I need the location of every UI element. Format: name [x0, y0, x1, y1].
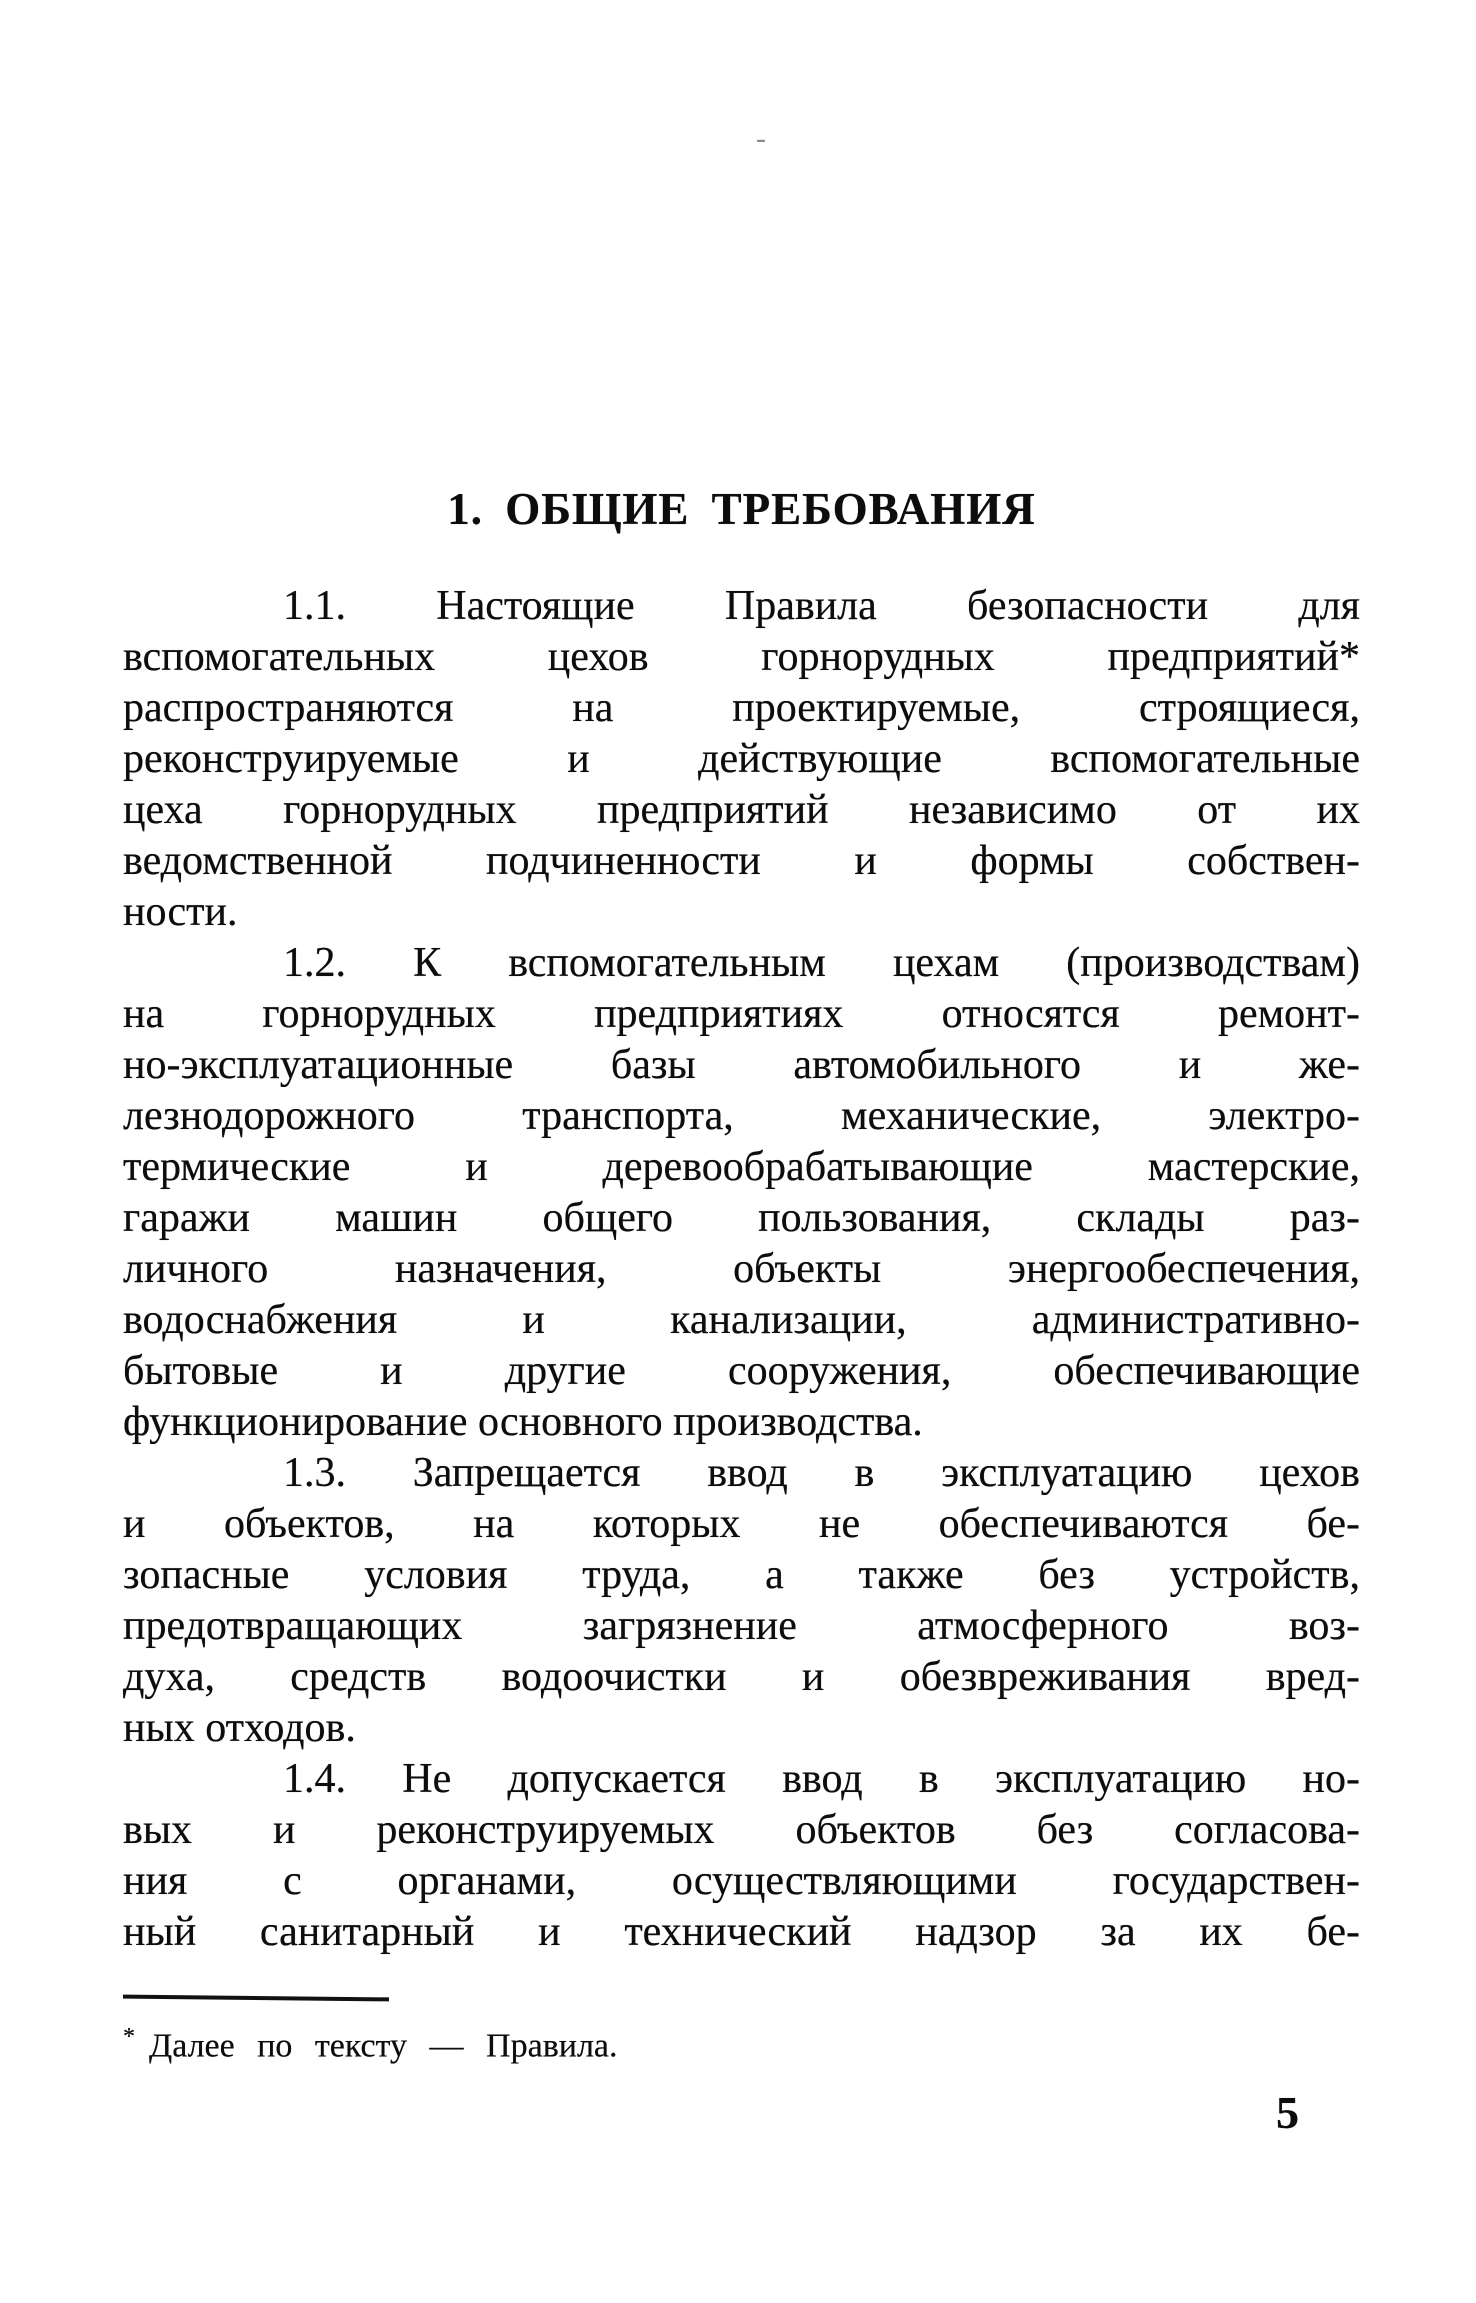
footnote: [123, 1996, 1360, 2067]
page-number: 5: [1276, 2087, 1299, 2138]
paragraph-1-1: [123, 581, 1360, 938]
text-line: ности.: [123, 889, 238, 935]
text-block: [123, 483, 1360, 2067]
text-line: но-эксплуатационные базы автомобильного и же-: [123, 1042, 1360, 1088]
text-line: 1.4. Не допускается ввод в эксплуатацию но-: [283, 1756, 1360, 1802]
paragraph-1-3: [123, 1448, 1360, 1754]
text-line: и объектов, на которых не обеспечиваются бе-: [123, 1501, 1360, 1547]
text-line: реконструируемые и действующие вспомогательные: [123, 736, 1360, 782]
text-line: водоснабжения и канализации, административно-: [123, 1297, 1360, 1343]
footnote-rule: [123, 1995, 389, 2002]
text-line: ный санитарный и технический надзор за их бе-: [123, 1909, 1360, 1955]
text-line: термические и деревообрабатывающие мастерские,: [123, 1144, 1360, 1190]
text-line: функционирование основного производства.: [123, 1399, 923, 1445]
text-line: ных отходов.: [123, 1705, 356, 1751]
text-line: ведомственной подчиненности и формы собствен-: [123, 838, 1360, 884]
text-line: лезнодорожного транспорта, механические, электро-: [123, 1093, 1360, 1139]
text-line: 1.1. Настоящие Правила безопасности для: [283, 583, 1360, 629]
text-line: гаражи машин общего пользования, склады раз-: [123, 1195, 1360, 1241]
text-line: духа, средств водоочистки и обезвреживания вред-: [123, 1654, 1360, 1700]
paragraph-1-4: [123, 1754, 1360, 1958]
section-heading: 1. ОБЩИЕ ТРЕБОВАНИЯ: [447, 484, 1036, 534]
text-line: личного назначения, объекты энергообеспечения,: [123, 1246, 1360, 1292]
footnote-text: Далее по тексту — Правила.: [149, 2027, 618, 2065]
footnote-marker: *: [123, 2024, 135, 2050]
text-line: распространяются на проектируемые, строящиеся,: [123, 685, 1360, 731]
scan-artifact-dash: -: [756, 122, 766, 155]
text-line: 1.3. Запрещается ввод в эксплуатацию цехов: [283, 1450, 1360, 1496]
text-line: на горнорудных предприятиях относятся ремонт-: [123, 991, 1360, 1037]
text-line: 1.2. К вспомогательным цехам (производствам): [283, 940, 1360, 986]
text-line: зопасные условия труда, а также без устройств,: [123, 1552, 1360, 1598]
text-line: предотвращающих загрязнение атмосферного воз-: [123, 1603, 1360, 1649]
text-line: бытовые и другие сооружения, обеспечивающие: [123, 1348, 1360, 1394]
text-line: вых и реконструируемых объектов без согласова-: [123, 1807, 1360, 1853]
paragraph-1-2: [123, 938, 1360, 1448]
text-line: вспомогательных цехов горнорудных предприятий*: [123, 634, 1360, 680]
text-line: цеха горнорудных предприятий независимо от их: [123, 787, 1360, 833]
text-line: ния с органами, осуществляющими государствен-: [123, 1858, 1360, 1904]
footnote-text-line: [123, 2016, 1360, 2067]
